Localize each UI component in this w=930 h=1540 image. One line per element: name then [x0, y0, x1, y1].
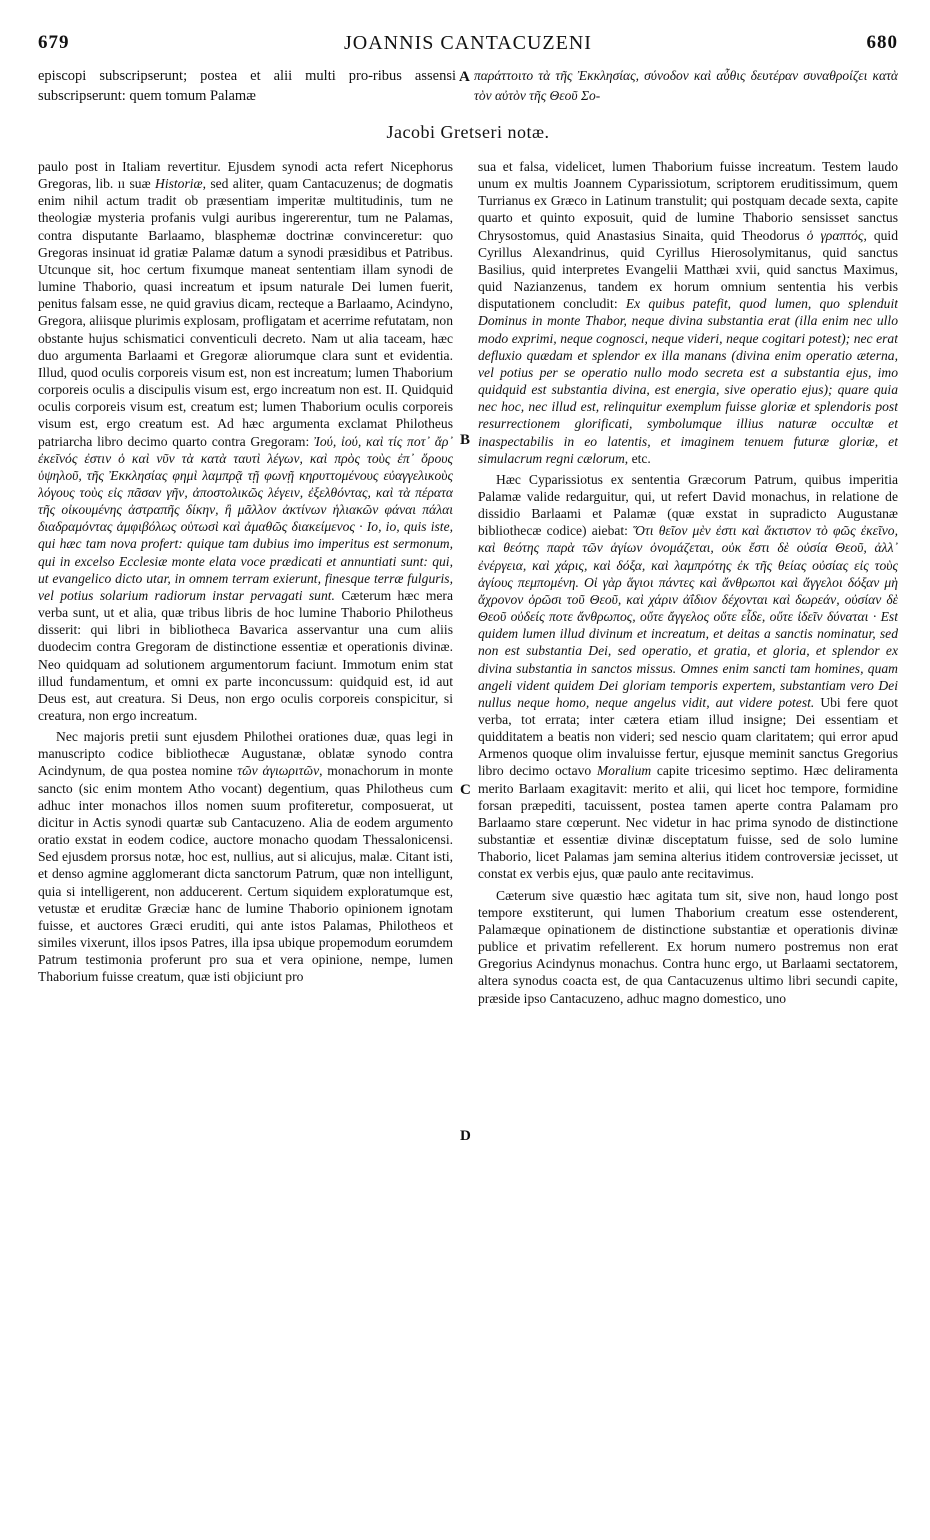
running-title: JOANNIS CANTACUZENI: [344, 32, 592, 54]
margin-letter-a: A: [459, 69, 470, 85]
page-header: [38, 30, 898, 58]
latin-translation: · Io, io, quis iste, qui hæc tam nova profert: quique tam dubius imo imperitus est sermonum, qui in excelso Ecclesiæ monte elata voce prædicati et annuntiati sunt: qui, ut evangelico dicto utar, in omnem terram exierunt, finesque terræ fulguris, vel potius solarium radiorum instar pervagati sunt.: [38, 519, 453, 603]
margin-letter-b: B: [460, 432, 471, 448]
page-number-right: 680: [866, 32, 898, 53]
margin-letter-d: D: [460, 1128, 471, 1144]
greek-quote-palamas: Ὅτι θεῖον μὲν ἐστι καὶ ἄκτιστον τὸ φῶς ἐκεῖνο, καὶ θεότης παρὰ τῶν ἁγίων ὀνομάζεται, οὐκ ἔστι δὲ οὐσία Θεοῦ, ἀλλ᾽ ἐνέργεια, καὶ χάρις, καὶ δόξα, καὶ λαμπρότης ἐκ τῆς θείας οὐσίας εἰς τοὺς ἁγίους πεμπομένη. Οἱ γὰρ ἅγιοι πάντες καὶ ἄνθρωποι καὶ ἄγγελοι δόξαν μὴ ἄχρονον ὁρῶσι τοῦ Θεοῦ, καὶ χάριν ἀΐδιον δέχονται καὶ δωρεάν, οὐσίαν δὲ Θεοῦ οὐδείς ποτε ἄνθρωπος, οὔτε ἄγγελος οὔτε εἶδε, οὔτε ἰδεῖν δύναται: [478, 523, 898, 625]
left-paragraph-2: Nec majoris pretii sunt ejusdem Philothei orationes duæ, quas legi in manuscripto codice bibliothecæ Augustanæ, oblatæ synodo contra Acindynum, de qua postea nomine τῶν ἀγιωριτῶν, monachorum in monte sancto (sic enim montem Atho vocant) degentium, quas Philotheus cum adhuc inter monachos illos nomen suum profiteretur, composuerat, ut dicitur in Actis synodi quartæ sub Cantacuzeno. Alia de eodem argumento oratio exstat in eodem codice, auctore monacho quodam Thessalonicensi. Sed ejusdem prorsus notæ, hoc est, nullius, aut si alicujus, malæ. Citant isti, et denso agmine agglomerant dicta sanctorum Patrum, quæ non intelligunt, quia si intelligerent, non adducerent. Certum siquidem exploratumque est, vetustæ et eruditæ Græciæ hanc de lumine Thaborio opinionem ignotam fuisse, et auctores Græci eruditi, qui ante istos Palamas, Philotheos et similes vixerunt, illos ipsos Patres, illa ipsa ubique propemodum eorumdem Patrum testimonia proferunt pro sua et vera opinione, nempe, lumen Thaborium fuisse creatum, quæ isti objiciunt pro: [38, 729, 453, 985]
top-text-left: episcopi subscripserunt; postea et alii multi pro-ribus assensi subscripserunt: quem tomum Palamæ: [38, 68, 456, 104]
page: [38, 30, 898, 1530]
right-column: [478, 158, 898, 1530]
right-paragraph-3: Cæterum sive quæstio hæc agitata tum sit, sive non, haud longo post tempore exstiterunt, qui lumen Thaborium creatum esse ostenderent, Palamæque opinationem de distinctione substantiæ et operationis divinæ publice et privatim refellerent. Ex horum numero postremus non erat Gregorius Acindynus monachus. Contra hunc ergo, ut Barlaami sectatorem, altera synodus coacta est, de qua Cantacuzenus ultimo libri secundi capite, præside ipso Cantacuzeno, adhuc magno domestico, uno: [478, 887, 898, 1006]
top-text-right-greek: παράττοιτο τὰ τῆς Ἐκκλησίας, σύνοδον καὶ αὖθις δευτέραν συναθροίζει κατὰ τὸν αὐτὸν τῆς Θεοῦ Σο-: [474, 68, 898, 103]
section-subtitle: Jacobi Gretseri notæ.: [386, 122, 550, 142]
margin-letter-c: C: [460, 782, 471, 798]
left-paragraph-1: paulo post in Italiam revertitur. Ejusdem synodi acta refert Nicephorus Gregoras, lib. ıı suæ Historiæ, sed aliter, quam Cantacuzenus; de dogmatis enim nihil actum tradit ob præsentiam imperitæ multitudinis, tum ne theologiæ mysteria profanis vulgi auribus ingererentur, tum ne Palamas, contra disputante Barlaamo, blasphemæ doctrinæ convinceretur: quo Gregoras insinuat id gratiæ Palamæ datum a synodi præsidibus et Patribus. Utcunque sit, hoc certum fixumque maneat sententiam illam synodi de lumine Thaborio, quasi increatum et ipsum naturale Dei lumen fuerit, penitus falsam esse, ne quid gravius dicam, recteque a Barlaamo, Acindyno, Gregora, aliisque plurimis explosam, profligatam et acerrime refutatam, non obstante hujus schismatici conventiculi decreto. Nam ut alia taceam, hæc duo argumenta Barlaami et Gregoræ aliorumque clara sunt et evidentia. Illud, quod oculis corporeis visum est, non est increatum; lumen Thaborium corporeis oculis a discipulis visum est, ergo increatum non est. II. Quidquid oculis corporeis visum est, creatum est; lumen Thaborium oculis corporeis visum est, ergo creatum est. Ad hæc argumenta exclamat Philotheus patriarcha libro decimo quarto contra Gregoram: Ἰού, ἰού, καὶ τίς ποτ᾽ ἄρ᾽ ἐκεῖνός ἐστιν ὁ καὶ νῦν τὰ κατὰ ταυτὶ λέγων, καὶ πρὸς τοὺς ἐπ᾽ ὄρους ὑψηλοῦ, τῆς Ἐκκλησίας φημὶ λαμπρᾷ τῇ φωνῇ κηρυττομένους εὐαγγελικοὺς λόγους τοὺς εἰς πᾶσαν γῆν, ἀποστολικῶς λέγειν, ἐξελθόντας, καὶ τὰ πέρατα τῆς οἰκουμένης ἀστραπῆς δίκην, ἢ μᾶλλον ἀκτίνων ἡλιακῶν φάναι πάλαι διαδραμόντας ἀμφιβόλως οὑτωσὶ καὶ ἀμαθῶς διακείμενος · Io, io, quis iste, qui hæc tam nova profert: quique tam dubius imo imperitus est sermonum, qui in excelso Ecclesiæ monte elata voce prædicati et annuntiati sunt: qui, ut evangelico dicto utar, in omnem terram exierunt, finesque terræ fulguris, vel potius solarium radiorum instar pervagati sunt. Cæterum hæc mera verba sunt, ut et alia, quæ tribus libris de hoc lumine Thaborio Philotheus disserit: qui libri in bibliotheca Bavarica asservantur una cum aliis duodecim contra Gregoram de distinctione essentiæ et operationis divinæ. Neo quidquam ad solutionem argumentorum faciunt. Immotum enim stat illud fundamentum, et omni ex parte inconcussum: quidquid est, id aut Deus est, aut creatura. Si Deus, non ergo oculis corporeis conspicitur, si creatura, non ergo increatum.: [38, 159, 453, 723]
right-paragraph-1: sua et falsa, videlicet, lumen Thaborium fuisse increatum. Testem laudo unum ex multis Joannem Cyparissiotum, scriptorem eruditissimum, quem Turrianus ex Græco in Latinum transtulit; qui postquam decade sexta, capite quarto et quinto exposuit, quid de lumine Thaborio sensisset sanctus Chrysostomus, quid Anastasius Sinaita, quid Theodorus ὁ γραπτός, quid Cyrillus Alexandrinus, quid Cyrillus Hierosolymitanus, quid sanctus Basilius, quid interpretes Evangelii Matthæi xvii, quid sanctus Maximus, quid Nazianzenus, tandem ex horum omnium sententia his verbis disputationem concludit: Ex quibus patefit, quod lumen, quo splenduit Dominus in monte Thabor, neque divina substantia erat (illa enim nec ullo modo exprimi, neque cognosci, neque videri, neque cogitari potest); nec erat defluxio quædam et splendor ex illa manans (divina enim operatio æterna, vel potius per se operatio nullo modo secreta est a substantia ejus, imo quidquid est substantia divina, est energia, sive operatio ejus); quare quia nec hoc, nec illud est, relinquitur exemplum fuisse gloriæ et splendoris post resurrectionem glorificati, symbolumque illius naturæ occultæ et inaspectabilis in eo latentis, et imaginem tenuem futuræ gloriæ, et simulacrum regni cælorum, etc.: [478, 159, 898, 466]
greek-quote-philotheus: Ἰού, ἰού, καὶ τίς ποτ᾽ ἄρ᾽ ἐκεῖνός ἐστιν ὁ καὶ νῦν τὰ κατὰ ταυτὶ λέγων, καὶ πρὸς τοὺς ἐπ᾽ ὄρους ὑψηλοῦ, τῆς Ἐκκλησίας φημὶ λαμπρᾷ τῇ φωνῇ κηρυττομένους εὐαγγελικοὺς λόγους τοὺς εἰς πᾶσαν γῆν, ἀποστολικῶς λέγειν, ἐξελθόντας, καὶ τὰ πέρατα τῆς οἰκουμένης ἀστραπῆς δίκην, ἢ μᾶλλον ἀκτίνων ἡλιακῶν φάναι πάλαι διαδραμόντας ἀμφιβόλως οὑτωσὶ καὶ ἀμαθῶς διακείμενος: [38, 433, 453, 535]
latin-translation-palamas: · Est quidem lumen illud divinum et increatum, et deitas a sanctis nominatur, sed non est substantia Dei, sed operatio, et gratia, et gloria, et splendor ex divina substantia in sanctos missus. Omnes enim sancti tam homines, quam angeli vident quidem Dei gloriam temporis expertem, substantiam vero Dei nullus neque homo, neque angelus vidit, aut videre potest.: [478, 609, 898, 710]
right-paragraph-2: Hæc Cyparissiotus ex sententia Græcorum Patrum, quibus imperitia Palamæ valide redarguitur, qui, ut refert David monachus, in relatione de dissidio Barlaami et Palamæ (quæ exstat in supradicto Augustanæ bibliothecæ codice) aiebat: Ὅτι θεῖον μὲν ἐστι καὶ ἄκτιστον τὸ φῶς ἐκεῖνο, καὶ θεότης παρὰ τῶν ἁγίων ὀνομάζεται, οὐκ ἔστι δὲ οὐσία Θεοῦ, ἀλλ᾽ ἐνέργεια, καὶ χάρις, καὶ δόξα, καὶ λαμπρότης ἐκ τῆς θείας οὐσίας εἰς τοὺς ἁγίους πεμπομένη. Οἱ γὰρ ἅγιοι πάντες καὶ ἄνθρωποι καὶ ἄγγελοι δόξαν μὴ ἄχρονον ὁρῶσι τοῦ Θεοῦ, καὶ χάριν ἀΐδιον δέχονται καὶ δωρεάν, οὐσίαν δὲ Θεοῦ οὐδείς ποτε ἄνθρωπος, οὔτε ἄγγελος οὔτε εἶδε, οὔτε ἰδεῖν δύναται · Est quidem lumen illud divinum et increatum, et deitas a sanctis nominatur, sed non est substantia Dei, sed operatio, et gratia, et gloria, et splendor ex divina substantia in sanctos missus. Omnes enim sancti tam homines, quam angeli vident quidem Dei gloriam temporis expertem, substantiam vero Dei nullus neque homo, neque angelus vidit, aut videre potest. Ubi fere quot verba, tot errata; inter cætera etiam illud insigne; Dei essentiam et quidditatem a beatis non videri; sed nescio quam claritatem; qui error apud Armenos quoque olim invaluisse fertur, ejusque meminit sanctus Gregorius libro decimo octavo Moralium capite tricesimo septimo. Hæc deliramenta merito Barlaam exagitavit: merito et alii, qui licet hoc tempore, formidine forsan præpediti, tacuissent, postea tamen aperte contra Palamam pro Barlaamo stare cœperunt. Nec videtur in hac prima synodo de distinctione substantiæ et essentiæ divinæ disceptatum fuisse, sed de solo lumine Thaborio, licet Palamas jam semina alterius itidem controversiæ jecisset, ut constat ex verbis ejus, quæ paulo ante recitavimus.: [478, 471, 898, 882]
page-number-left: 679: [38, 32, 70, 53]
left-column: [38, 158, 453, 1530]
cyparissiotus-quote: Ex quibus patefit, quod lumen, quo splenduit Dominus in monte Thabor, neque divina substantia erat (illa enim nec ullo modo exprimi, neque cognosci, neque videri, neque cogitari potest); nec erat defluxio quædam et splendor ex illa manans (divina enim operatio æterna, vel potius per se operatio nullo modo secreta est a substantia ejus, imo quidquid est substantia divina, est energia, sive operatio ejus); quare quia nec hoc, nec illud est, relinquitur exemplum fuisse gloriæ et splendoris post resurrectionem glorificati, symbolumque illius naturæ occultæ et inaspectabilis in eo latentis, et imaginem tenuem futuræ gloriæ, et simulacrum regni cælorum: [478, 296, 898, 466]
